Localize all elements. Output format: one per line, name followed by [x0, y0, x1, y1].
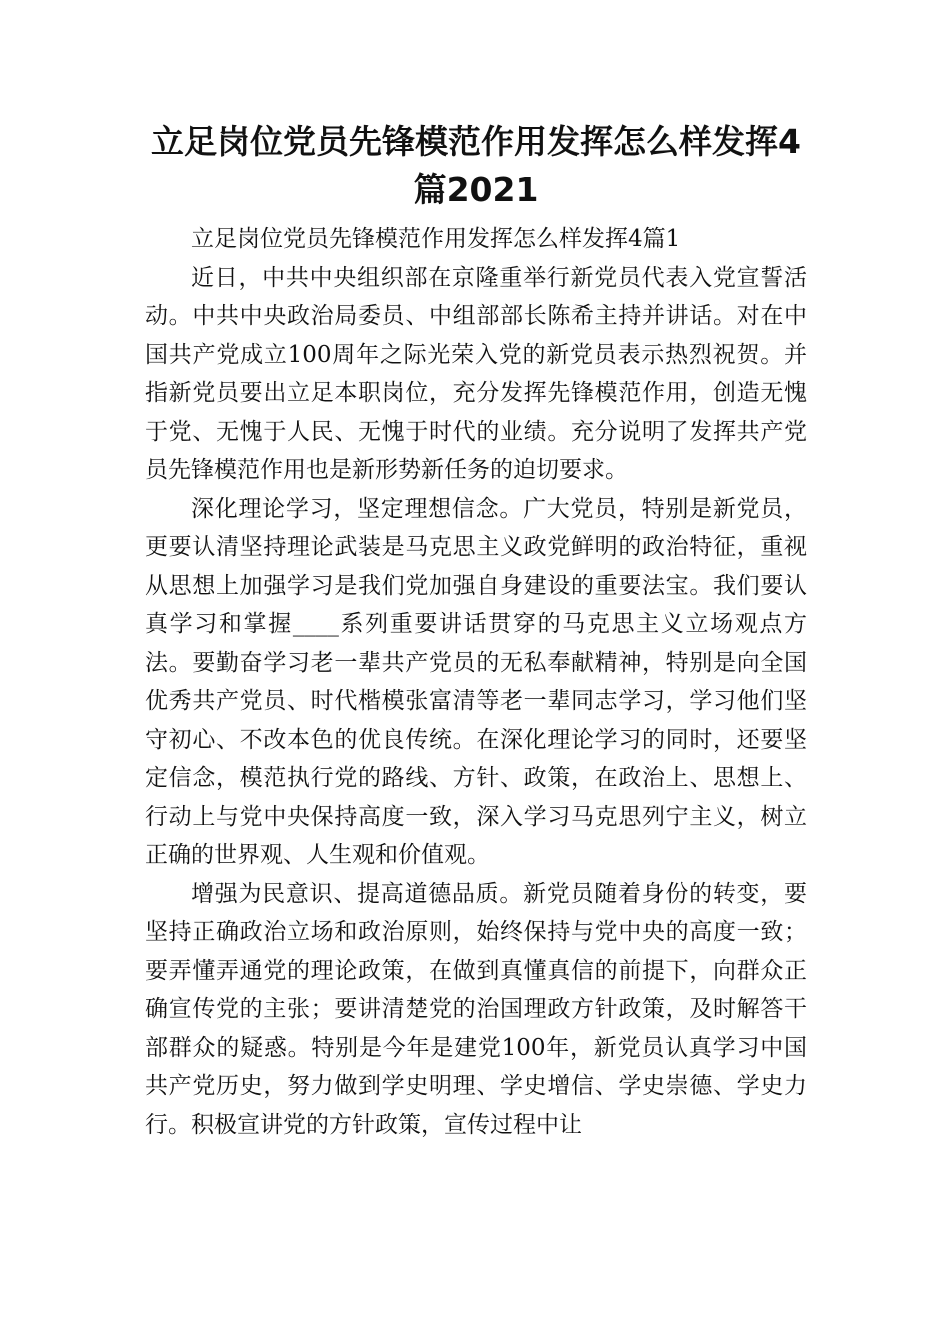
paragraph-2: 深化理论学习，坚定理想信念。广大党员，特别是新党员，更要认清坚持理论武装是马克思主义政党鲜明的政治特征，重视从思想上加强学习是我们党加强自身建设的重要法宝。我们要认真学习和掌握____系列重要讲话贯穿的马克思主义立场观点方法。要勤奋学习老一辈共产党员的无私奉献精神，特别是向全国优秀共产党员、时代楷模张富清等老一辈同志学习，学习他们坚守初心、不改本色的优良传统。在深化理论学习的同时，还要坚定信念，模范执行党的路线、方针、政策，在政治上、思想上、行动上与党中央保持高度一致，深入学习马克思列宁主义，树立正确的世界观、人生观和价值观。 [145, 495, 807, 868]
document-subtitle: 立足岗位党员先锋模范作用发挥怎么样发挥4篇1 [191, 226, 681, 252]
paragraph-1: 近日，中共中央组织部在京隆重举行新党员代表入党宣誓活动。中共中央政治局委员、中组部部长陈希主持并讲话。对在中国共产党成立100周年之际光荣入党的新党员表示热烈祝贺。并指新党员要出立足本职岗位，充分发挥先锋模范作用，创造无愧于党、无愧于人民、无愧于时代的业绩。充分说明了发挥共产党员先锋模范作用也是新形势新任务的迫切要求。 [145, 264, 807, 483]
paragraph-3: 增强为民意识、提高道德品质。新党员随着身份的转变，要坚持正确政治立场和政治原则，始终保持与党中央的高度一致；要弄懂弄通党的理论政策，在做到真懂真信的前提下，向群众正确宣传党的主张；要讲清楚党的治国理政方针政策，及时解答干部群众的疑惑。特别是今年是建党100年，新党员认真学习中国共产党历史，努力做到学史明理、学史增信、学史崇德、学史力行。积极宣讲党的方针政策，宣传过程中让 [145, 880, 807, 1138]
document-page [145, 118, 807, 1144]
document-title: 立足岗位党员先锋模范作用发挥怎么样发挥4篇2021 [151, 122, 801, 209]
